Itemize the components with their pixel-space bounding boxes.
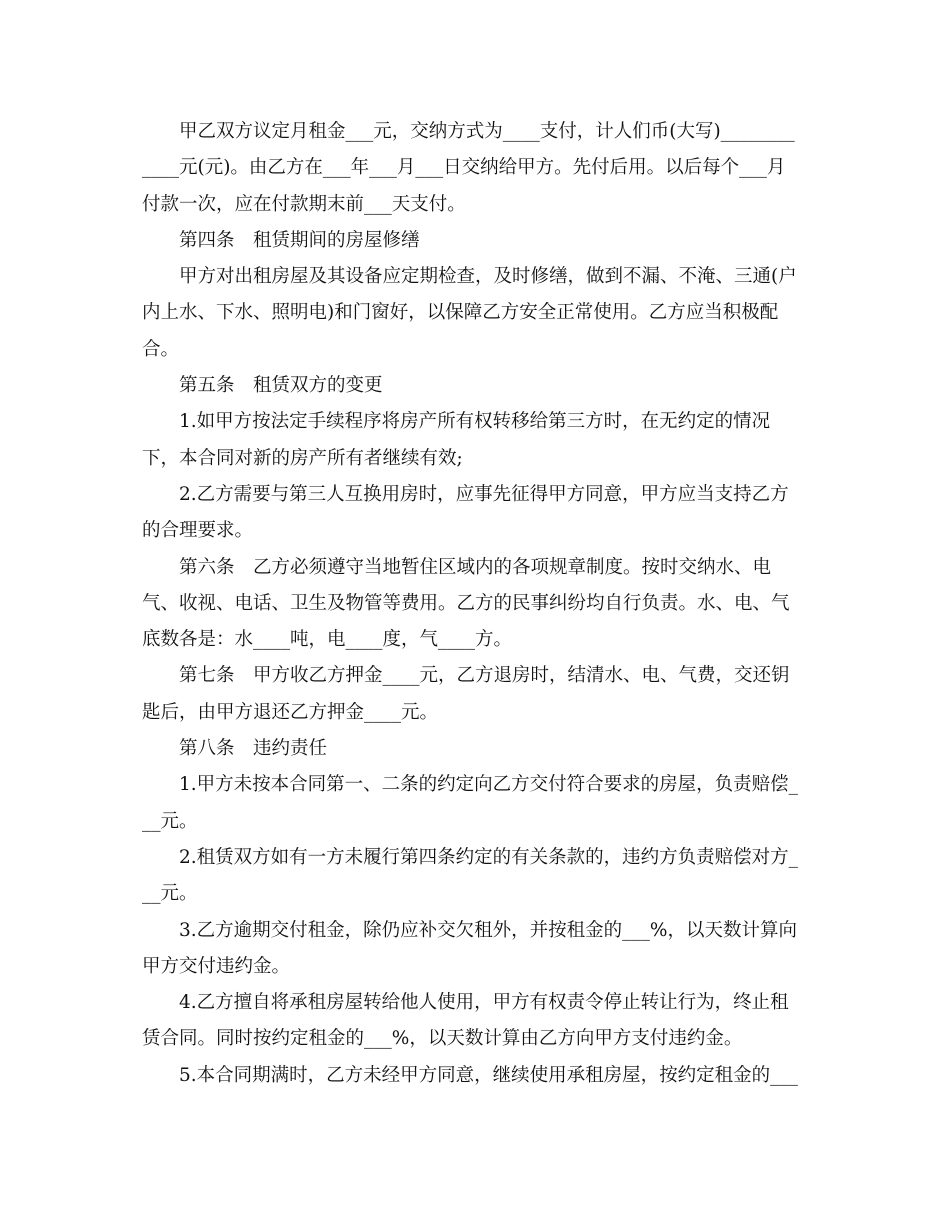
heading-article-4: 第四条 租赁期间的房屋修缮 — [179, 229, 420, 251]
paragraph-breach-1: 1.甲方未按本合同第一、二条的约定向乙方交付符合要求的房屋，负责赔偿___元。 — [142, 774, 798, 832]
heading-article-5: 第五条 租赁双方的变更 — [179, 375, 383, 397]
paragraph-breach-4: 4.乙方擅自将承租房屋转给他人使用，甲方有权责令停止转让行为，终止租赁合同。同时按约定租金的___%，以天数计算由乙方向甲方支付违约金。 — [142, 992, 789, 1050]
paragraph-article-6: 第六条 乙方必须遵守当地暂住区域内的各项规章制度。按时交纳水、电气、收视、电话、卫生及物管等费用。乙方的民事纠纷均自行负责。水、电、气底数各是：水____吨，电____度，气____方。 — [142, 556, 790, 651]
heading-article-8: 第八条 违约责任 — [179, 738, 328, 760]
paragraph-breach-2: 2.租赁双方如有一方未履行第四条约定的有关条款的，违约方负责赔偿对方___元。 — [142, 846, 798, 905]
paragraph-repairs: 甲方对出租房屋及其设备应定期检查，及时修缮，做到不漏、不淹、三通(户内上水、下水、照明电)和门窗好，以保障乙方安全正常使用。乙方应当积极配合。 — [142, 266, 797, 360]
paragraph-rent-payment: 甲乙双方议定月租金___元，交纳方式为____支付，计人们币(大写)____________元(元)。由乙方在___年___月___日交纳给甲方。先付后用。以后每个___月付款一次，应在付款期末前___天支付。 — [142, 121, 795, 215]
paragraph-change-1: 1.如甲方按法定手续程序将房产所有权转移给第三方时，在无约定的情况下，本合同对新的房产所有者继续有效; — [142, 411, 771, 469]
paragraph-change-2: 2.乙方需要与第三人互换用房时，应事先征得甲方同意，甲方应当支持乙方的合理要求。 — [142, 483, 789, 542]
paragraph-article-7: 第七条 甲方收乙方押金____元，乙方退房时，结清水、电、气费，交还钥匙后，由甲方退还乙方押金____元。 — [142, 665, 790, 723]
paragraph-breach-5: 5.本合同期满时，乙方未经甲方同意，继续使用承租房屋，按约定租金的___ — [179, 1064, 798, 1086]
paragraph-breach-3: 3.乙方逾期交付租金，除仍应补交欠租外，并按租金的___%，以天数计算向甲方交付违约金。 — [142, 919, 797, 977]
